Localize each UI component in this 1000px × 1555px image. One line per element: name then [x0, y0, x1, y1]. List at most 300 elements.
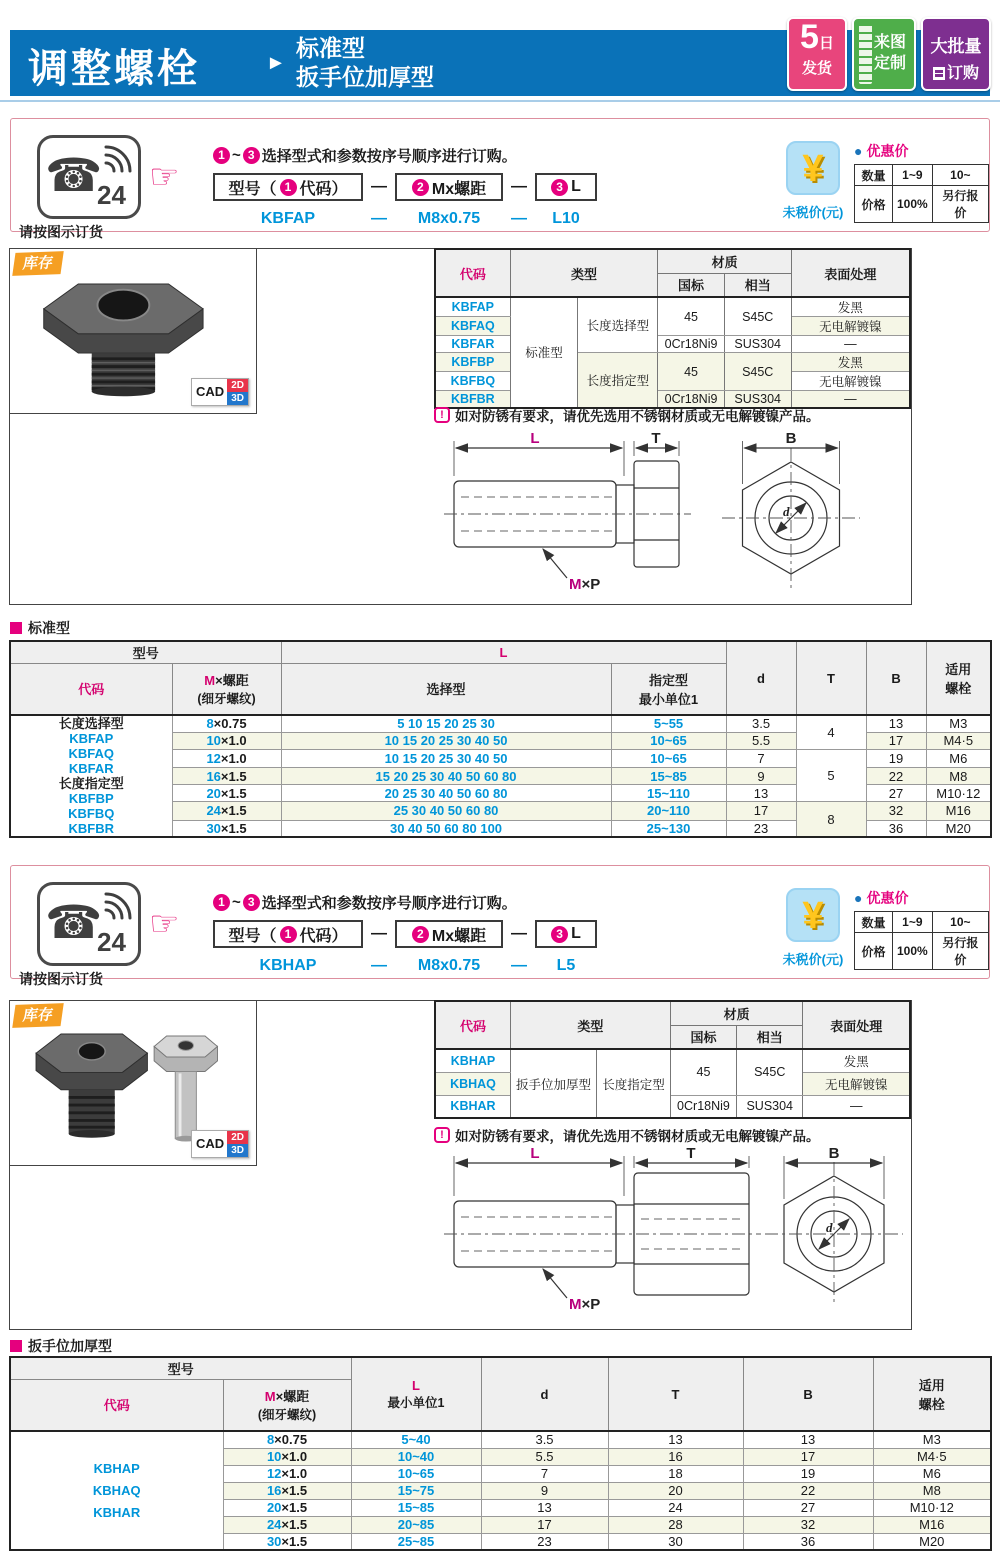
- surface-cell: 无电解镀镍: [791, 317, 910, 336]
- format-box-length: [535, 920, 597, 948]
- product-code-link[interactable]: KBFAR: [435, 336, 510, 353]
- thread-pitch: ×0.75: [274, 1432, 308, 1448]
- col-header-gb: 国标: [670, 1025, 736, 1049]
- pointing-hand-icon: ☞: [149, 905, 180, 943]
- thread-cell: [172, 715, 281, 732]
- subtitle-line1: 标准型: [296, 35, 365, 61]
- format-box1-pre: 型号（: [228, 180, 277, 198]
- col-header-gb: 国标: [658, 273, 724, 297]
- range-cell: 5~40: [351, 1431, 481, 1448]
- d-cell: 7: [481, 1465, 608, 1482]
- discount-price-block: [854, 141, 989, 223]
- specify-range-cell: 20~110: [611, 802, 726, 821]
- select-lengths-cell: 10 15 20 25 30 40 50: [281, 749, 611, 768]
- header-thread-rest: ×螺距: [275, 1389, 310, 1405]
- order-instruction: [213, 145, 517, 166]
- ruler-icon: [859, 24, 872, 84]
- header-B: B: [743, 1357, 873, 1431]
- stock-section-thick-wrench: [9, 1000, 912, 1330]
- b-cell: 36: [866, 820, 926, 837]
- code-row: [435, 353, 910, 372]
- t-cell: 8: [796, 802, 866, 838]
- header-thread: [223, 1379, 351, 1431]
- format-box3-label: L: [571, 925, 581, 942]
- alert-icon: !: [434, 1127, 450, 1143]
- code-row: [435, 1049, 910, 1072]
- format-box-code: [213, 173, 363, 201]
- badge-delivery-sub: 发货: [801, 60, 832, 77]
- product-code-link[interactable]: KBHAR: [435, 1095, 510, 1118]
- d-cell: 5.5: [726, 732, 796, 749]
- select-lengths-cell: 10 15 20 25 30 40 50: [281, 732, 611, 749]
- specify-range-cell: 15~110: [611, 785, 726, 802]
- surface-cell: 无电解镀镍: [803, 1072, 910, 1095]
- surface-cell: 发黑: [803, 1049, 910, 1072]
- d-cell: 9: [481, 1482, 608, 1499]
- product-code-link[interactable]: KBFAR: [68, 761, 114, 776]
- header-thread: [172, 663, 281, 715]
- t-cell: 13: [608, 1431, 743, 1448]
- t-cell: 5: [796, 749, 866, 802]
- specify-range-cell: 5~55: [611, 715, 726, 732]
- fit-cell: M8: [873, 1482, 991, 1499]
- range-cell: 15~75: [351, 1482, 481, 1499]
- b-cell: 13: [866, 715, 926, 732]
- signal-waves-icon: [102, 890, 140, 922]
- surface-cell: —: [803, 1095, 910, 1118]
- step-badge-1: 1: [213, 894, 230, 911]
- format-dash: —: [371, 925, 387, 942]
- order-caption: 请按图示订货: [19, 224, 103, 240]
- svg-text:T: T: [651, 430, 661, 447]
- section-title-text: 扳手位加厚型: [28, 1338, 112, 1354]
- product-code-link[interactable]: KBHAR: [93, 1504, 141, 1520]
- example-dash: —: [511, 210, 527, 227]
- step-badge-1: 1: [280, 179, 297, 196]
- tax-caption: 未税价(元): [782, 205, 844, 220]
- page-subtitle: [296, 34, 434, 92]
- svg-text:L: L: [530, 430, 540, 447]
- badge-custom-drawing: [852, 17, 916, 91]
- stock-section-standard: [9, 248, 912, 605]
- header-select: 选择型: [281, 663, 611, 715]
- discount-price-block: [854, 888, 989, 970]
- d-cell: 13: [481, 1499, 608, 1516]
- header-fit: [873, 1357, 991, 1431]
- cad-2d-badge[interactable]: 2D: [227, 379, 248, 392]
- material-gb-cell: 45: [658, 353, 724, 391]
- format-box1-pre: 型号（: [228, 927, 277, 945]
- thread-cell: [172, 768, 281, 785]
- type-main-cell: 扳手位加厚型: [510, 1049, 596, 1118]
- header-thread-sub: (细牙螺纹): [257, 1408, 317, 1423]
- spec-table-thick-wrench: [9, 1356, 992, 1551]
- d-cell: 3.5: [481, 1431, 608, 1448]
- badge-bulk-line2: 订购: [946, 65, 979, 82]
- header-d: d: [481, 1357, 608, 1431]
- b-cell: 17: [866, 732, 926, 749]
- format-box1-post: 代码）: [299, 180, 348, 198]
- b-cell: 22: [866, 768, 926, 785]
- code-row: [435, 297, 910, 317]
- thread-m: 20: [266, 1500, 282, 1515]
- header-L: [351, 1357, 481, 1431]
- format-dash: —: [511, 178, 527, 195]
- d-cell: 17: [481, 1516, 608, 1533]
- discount-price-table: [854, 164, 989, 223]
- fit-cell: M16: [926, 802, 991, 821]
- part-number-format: [213, 920, 597, 948]
- surface-cell: —: [791, 391, 910, 408]
- price-label: 价格: [855, 186, 893, 223]
- yen-glyph: ¥: [802, 895, 824, 937]
- product-code-link[interactable]: KBHAP: [435, 1049, 510, 1072]
- page-header-banner: [10, 18, 990, 96]
- t-cell: 24: [608, 1499, 743, 1516]
- order-guide-thick-wrench: [10, 865, 990, 987]
- example-code: KBFAP: [260, 210, 316, 227]
- thread-pitch: ×1.5: [220, 768, 247, 784]
- cad-3d-badge[interactable]: 3D: [227, 1144, 248, 1157]
- product-code-link[interactable]: KBFAQ: [435, 317, 510, 336]
- header-L-sub: 最小单位1: [387, 1395, 445, 1410]
- fit-cell: M4·5: [926, 732, 991, 749]
- format-box-thread: [395, 920, 503, 948]
- order-guide-standard: [10, 118, 990, 240]
- col-header-type: 类型: [510, 1001, 670, 1049]
- price-label: 价格: [855, 933, 893, 970]
- order-instruction: [213, 892, 517, 913]
- thread-pitch: ×1.5: [281, 1483, 308, 1498]
- d-cell: 23: [726, 820, 796, 837]
- product-photo-box: [10, 249, 257, 414]
- t-cell: 16: [608, 1448, 743, 1465]
- example-thread: M8x0.75: [417, 957, 481, 974]
- b-cell: 32: [743, 1516, 873, 1533]
- cad-3d-badge[interactable]: 3D: [227, 392, 248, 405]
- price-a: 100%: [893, 186, 933, 223]
- tax-caption: 未税价(元): [782, 952, 844, 967]
- telephone-icon: ☎: [45, 896, 103, 948]
- d-cell: 13: [726, 785, 796, 802]
- format-box1-post: 代码）: [299, 927, 348, 945]
- material-equiv-cell: SUS304: [724, 336, 791, 353]
- fit-cell: M10·12: [873, 1499, 991, 1516]
- thread-cell: [223, 1465, 351, 1482]
- t-cell: 20: [608, 1482, 743, 1499]
- header-fit-line1: 适用: [945, 662, 972, 677]
- type-label: 长度选择型: [58, 716, 124, 731]
- format-box2-label: Mx螺距: [431, 927, 487, 945]
- phone-24h-icon: [37, 882, 141, 966]
- yen-glyph: ¥: [802, 148, 824, 190]
- svg-text:M×P: M×P: [569, 576, 601, 593]
- step-badge-3: 3: [243, 147, 260, 164]
- example-part-number: [213, 210, 597, 228]
- step-badge-1: 1: [213, 147, 230, 164]
- product-code-link[interactable]: KBFBQ: [68, 806, 115, 821]
- subtitle-line2: 扳手位加厚型: [296, 64, 434, 90]
- header-B: B: [866, 641, 926, 715]
- header-divider: [0, 100, 1000, 102]
- alert-icon: !: [434, 407, 450, 423]
- col-header-material: 材质: [658, 249, 791, 273]
- instruction-text: 选择型式和参数按序号顺序进行订购。: [261, 148, 517, 165]
- thread-cell: [223, 1448, 351, 1465]
- fit-cell: M3: [926, 715, 991, 732]
- blue-dot-icon: ●: [854, 890, 863, 906]
- thread-cell: [223, 1516, 351, 1533]
- thread-cell: [223, 1533, 351, 1550]
- example-dash: —: [371, 210, 387, 227]
- header-d: d: [726, 641, 796, 715]
- discount-title: 优惠价: [866, 890, 909, 906]
- code-row: [435, 1095, 910, 1118]
- instruction-text: 选择型式和参数按序号顺序进行订购。: [261, 895, 517, 912]
- type-sub-cell: 长度指定型: [578, 353, 658, 408]
- thread-m: 20: [206, 785, 221, 801]
- step-badge-3: 3: [551, 926, 568, 943]
- header-T: T: [608, 1357, 743, 1431]
- price-a: 100%: [893, 933, 933, 970]
- qty-label: 数量: [855, 912, 893, 933]
- qty-range-a: 1~9: [893, 912, 933, 933]
- pointing-hand-icon: ☞: [149, 158, 180, 196]
- d-cell: 3.5: [726, 715, 796, 732]
- step-badge-3: 3: [243, 894, 260, 911]
- thread-pitch: ×1.5: [281, 1517, 308, 1532]
- fit-cell: M10·12: [926, 785, 991, 802]
- header-code: 代码: [10, 663, 172, 715]
- thread-pitch: ×1.5: [220, 820, 247, 836]
- badge-bulk-line1: 大批量: [930, 37, 982, 56]
- qty-label: 数量: [855, 165, 893, 186]
- header-thread-rest: ×螺距: [215, 673, 249, 689]
- step-badge-2: 2: [412, 926, 429, 943]
- product-code-link[interactable]: KBFBR: [68, 821, 114, 836]
- example-thread: M8x0.75: [417, 210, 481, 227]
- col-header-surface: 表面处理: [791, 249, 910, 297]
- col-header-type: 类型: [510, 249, 658, 297]
- product-code-link[interactable]: KBFAQ: [68, 746, 114, 761]
- range-cell: 20~85: [351, 1516, 481, 1533]
- surface-cell: 无电解镀镍: [791, 372, 910, 391]
- header-specify: [611, 663, 726, 715]
- thread-m: 8: [266, 1432, 275, 1448]
- cad-2d-badge[interactable]: 2D: [227, 1131, 248, 1144]
- thread-pitch: ×1.5: [281, 1500, 308, 1515]
- thread-m: 24: [266, 1517, 282, 1532]
- fit-cell: M4·5: [873, 1448, 991, 1465]
- t-cell: 28: [608, 1516, 743, 1533]
- thread-pitch: ×1.0: [281, 1449, 308, 1464]
- thread-m: 16: [206, 768, 221, 784]
- col-header-equiv: 相当: [737, 1025, 803, 1049]
- yen-price-icon: [786, 141, 840, 195]
- type-sub-cell: 长度指定型: [597, 1049, 671, 1118]
- badge-custom-line1: 来图: [874, 34, 907, 51]
- step-badge-3: 3: [551, 179, 568, 196]
- cad-download-badge[interactable]: [191, 378, 249, 406]
- fit-cell: M6: [873, 1465, 991, 1482]
- product-code-link[interactable]: KBFAP: [69, 731, 114, 746]
- type-sub-cell: 长度选择型: [578, 297, 658, 353]
- blue-dot-icon: ●: [854, 143, 863, 159]
- d-cell: 7: [726, 749, 796, 768]
- material-gb-cell: 45: [670, 1049, 736, 1095]
- format-box2-label: Mx螺距: [431, 180, 487, 198]
- section-square-icon: [10, 622, 22, 634]
- telephone-icon: ☎: [45, 149, 103, 201]
- section-title-text: 标准型: [28, 620, 70, 636]
- badge-5day-delivery: [787, 17, 847, 91]
- badge-custom-line2: 定制: [874, 55, 907, 72]
- d-cell: 17: [726, 802, 796, 821]
- material-equiv-cell: S45C: [737, 1049, 803, 1095]
- qty-range-b: 10~: [932, 165, 988, 186]
- b-cell: 19: [866, 749, 926, 768]
- cad-download-badge[interactable]: [191, 1130, 249, 1158]
- range-cell: 10~40: [351, 1448, 481, 1465]
- product-code-link[interactable]: KBFBR: [435, 391, 510, 408]
- section-square-icon: [10, 1340, 22, 1352]
- product-code-link[interactable]: KBFBQ: [435, 372, 510, 391]
- section-title-standard: [10, 618, 70, 638]
- svg-text:d: d: [783, 504, 790, 519]
- section-title-thick-wrench: [10, 1336, 112, 1356]
- col-header-equiv: 相当: [724, 273, 791, 297]
- b-cell: 36: [743, 1533, 873, 1550]
- col-header-surface: 表面处理: [803, 1001, 910, 1049]
- select-lengths-cell: 30 40 50 60 80 100: [281, 820, 611, 837]
- header-fit-line2: 螺栓: [918, 1397, 945, 1412]
- product-photo-box: [10, 1001, 257, 1166]
- specify-range-cell: 25~130: [611, 820, 726, 837]
- format-box-code: [213, 920, 363, 948]
- b-cell: 32: [866, 802, 926, 821]
- cad-label: CAD: [196, 1136, 225, 1151]
- qty-range-b: 10~: [932, 912, 988, 933]
- signal-waves-icon: [102, 143, 140, 175]
- select-lengths-cell: 25 30 40 50 60 80: [281, 802, 611, 821]
- product-code-link[interactable]: KBHAQ: [92, 1482, 141, 1498]
- range-cell: 15~85: [351, 1499, 481, 1516]
- thread-cell: [223, 1482, 351, 1499]
- fit-cell: M8: [926, 768, 991, 785]
- b-cell: 13: [743, 1431, 873, 1448]
- price-b: 另行报价: [932, 933, 988, 970]
- t-cell: 30: [608, 1533, 743, 1550]
- svg-text:B: B: [828, 1145, 840, 1162]
- part-number-format: [213, 173, 597, 201]
- phone-24-label: 24: [97, 180, 126, 210]
- header-specify-line1: 指定型: [649, 672, 689, 688]
- product-code-link[interactable]: KBFBP: [68, 791, 114, 806]
- thread-pitch: ×0.75: [213, 716, 247, 732]
- example-length: L5: [556, 957, 576, 974]
- b-cell: 19: [743, 1465, 873, 1482]
- thread-cell: [172, 820, 281, 837]
- d-cell: 23: [481, 1533, 608, 1550]
- format-box-length: [535, 173, 597, 201]
- col-header-code: 代码: [435, 1001, 510, 1049]
- example-code: KBHAP: [259, 957, 317, 974]
- header-thread-m: M: [264, 1389, 276, 1405]
- material-gb-cell: 45: [658, 297, 724, 336]
- product-code-link[interactable]: KBFBP: [435, 353, 510, 372]
- thread-m: 16: [266, 1483, 282, 1498]
- t-cell: 4: [796, 715, 866, 749]
- format-dash: —: [371, 178, 387, 195]
- product-code-link[interactable]: KBFAP: [435, 297, 510, 317]
- example-dash: —: [511, 957, 527, 974]
- surface-cell: —: [791, 336, 910, 353]
- order-caption: 请按图示订货: [19, 971, 103, 987]
- cad-label: CAD: [196, 384, 225, 399]
- discount-price-table: [854, 911, 989, 970]
- phone-24h-icon: [37, 135, 141, 219]
- surface-cell: 发黑: [791, 353, 910, 372]
- example-part-number: [213, 957, 597, 975]
- svg-text:B: B: [785, 430, 797, 447]
- format-box-thread: [395, 173, 503, 201]
- phone-24-label: 24: [97, 927, 126, 957]
- technical-drawing-standard: [419, 426, 899, 604]
- specify-range-cell: 10~65: [611, 732, 726, 749]
- step-badge-1: 1: [280, 926, 297, 943]
- badge-delivery-day: 日: [818, 35, 834, 52]
- fit-cell: M3: [873, 1431, 991, 1448]
- yen-price-icon: [786, 888, 840, 942]
- badge-delivery-number: 5: [800, 18, 819, 56]
- type-label: 长度指定型: [58, 776, 124, 791]
- header-L: L: [281, 641, 726, 663]
- thread-pitch: ×1.0: [220, 733, 247, 748]
- material-equiv-cell: S45C: [724, 353, 791, 391]
- product-code-link[interactable]: KBHAP: [93, 1460, 140, 1476]
- thread-cell: [172, 802, 281, 821]
- product-code-link[interactable]: KBHAQ: [435, 1072, 510, 1095]
- badge-bulk-order: [921, 17, 991, 91]
- svg-text:d: d: [826, 1220, 833, 1235]
- select-lengths-cell: 15 20 25 30 40 50 60 80: [281, 768, 611, 785]
- b-cell: 27: [866, 785, 926, 802]
- thread-m: 10: [206, 733, 221, 748]
- code-table-thick-wrench: [434, 1000, 911, 1119]
- material-equiv-cell: SUS304: [737, 1095, 803, 1118]
- code-list-cell: [10, 715, 172, 837]
- thread-m: 10: [266, 1449, 282, 1464]
- header-model: 型号: [10, 641, 281, 663]
- thread-pitch: ×1.5: [220, 785, 247, 801]
- surface-cell: 发黑: [791, 297, 910, 317]
- technical-drawing-thick-wrench: [419, 1141, 909, 1327]
- range-cell: 25~85: [351, 1533, 481, 1550]
- page-title: 调整螺栓: [28, 47, 200, 91]
- header-fit-line1: 适用: [918, 1378, 945, 1393]
- thread-cell: [172, 785, 281, 802]
- thread-m: 12: [206, 750, 221, 766]
- thread-pitch: ×1.5: [220, 803, 247, 819]
- header-thread-sub: (细牙螺纹): [197, 692, 256, 707]
- material-gb-cell: 0Cr18Ni9: [658, 336, 724, 353]
- spec-table-standard: [9, 640, 992, 838]
- spec-row: [10, 715, 991, 732]
- select-lengths-cell: 5 10 15 20 25 30: [281, 715, 611, 732]
- thread-cell: [172, 749, 281, 768]
- qty-range-a: 1~9: [893, 165, 933, 186]
- material-gb-cell: 0Cr18Ni9: [670, 1095, 736, 1118]
